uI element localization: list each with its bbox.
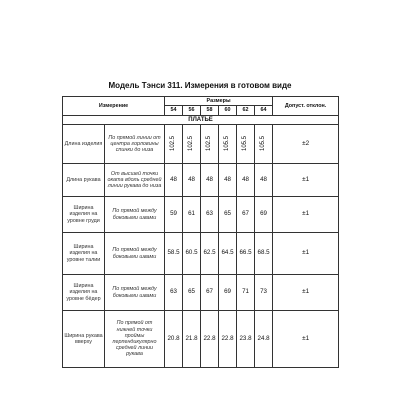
row-tolerance: ±2 bbox=[273, 125, 339, 164]
row-value: 69 bbox=[219, 275, 237, 311]
row-param: Ширина изделия на уровне груди bbox=[63, 197, 105, 233]
row-value-text: 105.5 bbox=[260, 136, 267, 152]
row-tolerance: ±1 bbox=[273, 164, 339, 197]
row-value: 63 bbox=[165, 275, 183, 311]
row-value: 62.5 bbox=[201, 233, 219, 275]
row-value bbox=[183, 125, 201, 164]
row-tolerance: ±1 bbox=[273, 275, 339, 311]
table-row bbox=[63, 164, 339, 197]
row-param: Ширина изделия на уровне бёдер bbox=[63, 275, 105, 311]
page-title: Модель Тэнси 311. Измерения в готовом виде bbox=[108, 81, 292, 90]
table-row bbox=[63, 233, 339, 275]
row-value bbox=[237, 125, 255, 164]
row-value: 48 bbox=[255, 164, 273, 197]
header-tolerance: Допуст. отклон. bbox=[273, 97, 339, 116]
row-description: От высшей точки оката вдоль средней линии рукава до низа bbox=[105, 164, 165, 197]
table-row bbox=[63, 125, 339, 164]
row-value: 59 bbox=[165, 197, 183, 233]
row-value: 67 bbox=[237, 197, 255, 233]
row-value-text: 105.5 bbox=[224, 136, 231, 152]
row-param: Длина рукава bbox=[63, 164, 105, 197]
measurements-table bbox=[62, 96, 339, 368]
row-value: 66.5 bbox=[237, 233, 255, 275]
header-measurement: Измерение bbox=[63, 97, 165, 116]
row-value: 48 bbox=[165, 164, 183, 197]
row-value: 68.5 bbox=[255, 233, 273, 275]
row-value: 64.5 bbox=[219, 233, 237, 275]
row-value-text: 105.5 bbox=[242, 136, 249, 152]
row-tolerance: ±1 bbox=[273, 311, 339, 368]
row-value: 58.5 bbox=[165, 233, 183, 275]
row-description: По прямой между боковыми швами bbox=[105, 197, 165, 233]
row-value bbox=[219, 125, 237, 164]
row-value: 71 bbox=[237, 275, 255, 311]
size-header-60: 60 bbox=[219, 106, 237, 116]
size-header-54: 54 bbox=[165, 106, 183, 116]
row-value-text: 102.5 bbox=[206, 136, 213, 152]
row-tolerance: ±1 bbox=[273, 233, 339, 275]
row-value-text: 102.5 bbox=[170, 136, 177, 152]
row-value: 48 bbox=[201, 164, 219, 197]
row-value bbox=[165, 125, 183, 164]
section-dress: ПЛАТЬЕ bbox=[63, 116, 339, 125]
row-value: 24.8 bbox=[255, 311, 273, 368]
table-row bbox=[63, 275, 339, 311]
size-header-56: 56 bbox=[183, 106, 201, 116]
table-row bbox=[63, 311, 339, 368]
row-value bbox=[201, 125, 219, 164]
row-value: 63 bbox=[201, 197, 219, 233]
row-value: 21.8 bbox=[183, 311, 201, 368]
row-value: 65 bbox=[219, 197, 237, 233]
row-description: По прямой линии от центра горловины спинки до низа bbox=[105, 125, 165, 164]
row-param: Длина изделия bbox=[63, 125, 105, 164]
row-param: Ширина изделия на уровне талии bbox=[63, 233, 105, 275]
row-value: 48 bbox=[219, 164, 237, 197]
row-value: 61 bbox=[183, 197, 201, 233]
row-param: Ширина рукава вверху bbox=[63, 311, 105, 368]
row-value: 22.8 bbox=[201, 311, 219, 368]
size-header-64: 64 bbox=[255, 106, 273, 116]
row-value: 65 bbox=[183, 275, 201, 311]
row-value bbox=[255, 125, 273, 164]
row-value: 48 bbox=[237, 164, 255, 197]
size-header-62: 62 bbox=[237, 106, 255, 116]
size-header-58: 58 bbox=[201, 106, 219, 116]
row-description: По прямой между боковыми швами bbox=[105, 233, 165, 275]
row-value: 69 bbox=[255, 197, 273, 233]
row-value: 23.8 bbox=[237, 311, 255, 368]
row-description: По прямой между боковыми швами bbox=[105, 275, 165, 311]
row-value-text: 102.5 bbox=[188, 136, 195, 152]
row-value: 67 bbox=[201, 275, 219, 311]
row-value: 20.8 bbox=[165, 311, 183, 368]
row-value: 73 bbox=[255, 275, 273, 311]
table-row bbox=[63, 197, 339, 233]
row-value: 48 bbox=[183, 164, 201, 197]
row-value: 22.8 bbox=[219, 311, 237, 368]
header-sizes: Размеры bbox=[165, 97, 273, 106]
row-value: 60.5 bbox=[183, 233, 201, 275]
row-tolerance: ±1 bbox=[273, 197, 339, 233]
row-description: По прямой от нижней точки проймы перпендикулярно средней линии рукава bbox=[105, 311, 165, 368]
